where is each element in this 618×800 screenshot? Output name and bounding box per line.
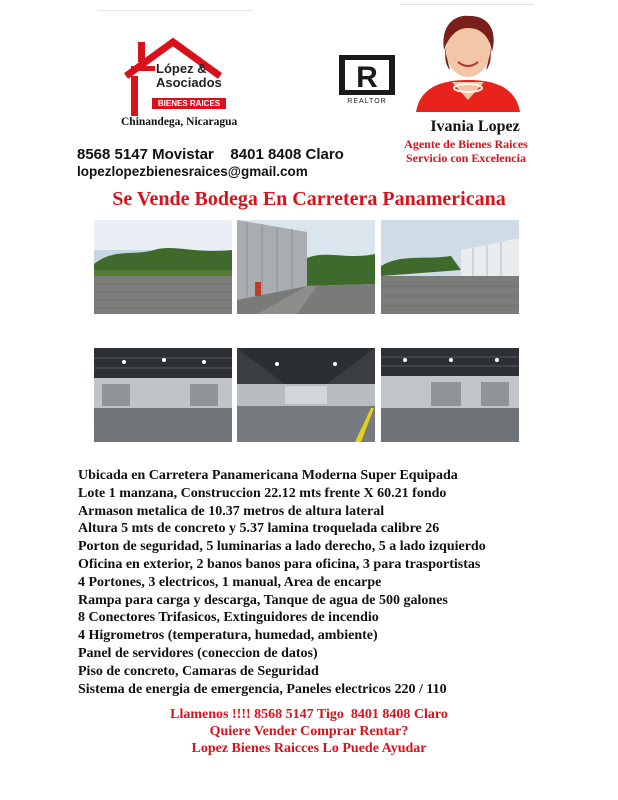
agent-slogan: Servicio con Excelencia bbox=[406, 151, 526, 165]
agent-name: Ivania Lopez bbox=[430, 118, 520, 135]
company-name-line2: Asociados bbox=[156, 75, 222, 90]
city-label: Chinandega, Nicaragua bbox=[121, 116, 238, 128]
cta-question: Quiere Vender Comprar Rentar? bbox=[209, 724, 409, 739]
photo-warehouse-exterior[interactable] bbox=[381, 220, 519, 314]
realtor-mark: R bbox=[356, 61, 378, 94]
detail-line: Ubicada en Carretera Panamericana Moderna Super Equipada bbox=[78, 468, 458, 483]
detail-line: 4 Higrometros (temperatura, humedad, ambiente) bbox=[78, 628, 378, 644]
logo-frame-line bbox=[98, 10, 253, 11]
agent-role bbox=[386, 137, 546, 165]
detail-line: Rampa para carga y descarga, Tanque de agua de 500 galones bbox=[78, 592, 448, 608]
phone-numbers[interactable]: 8568 5147 Movistar 8401 8408 Claro bbox=[77, 146, 344, 163]
detail-line: Armason metalica de 10.37 metros de altura lateral bbox=[78, 503, 385, 519]
realtor-label: REALTOR bbox=[347, 98, 387, 105]
photo-warehouse-side[interactable] bbox=[237, 220, 375, 314]
property-details bbox=[78, 467, 598, 698]
detail-line: Sistema de energia de emergencia, Paneles electricos 220 / 110 bbox=[78, 681, 447, 697]
agent-photo bbox=[412, 8, 524, 112]
detail-line: Panel de servidores (coneccion de datos) bbox=[78, 645, 318, 661]
photo-exterior-lot-trees[interactable] bbox=[94, 220, 232, 314]
photo-interior-right[interactable] bbox=[381, 348, 519, 442]
detail-line: Piso de concreto, Camaras de Seguridad bbox=[78, 663, 319, 679]
detail-line: Oficina en exterior, 2 banos banos para oficina, 3 para trasportistas bbox=[78, 556, 481, 572]
photo-interior-center[interactable] bbox=[237, 348, 375, 442]
detail-line: Lote 1 manzana, Construccion 22.12 mts frente X 60.21 fondo bbox=[78, 485, 447, 501]
photo-interior-left[interactable] bbox=[94, 348, 232, 442]
company-badge: BIENES RAICES bbox=[152, 98, 226, 109]
cta-closing: Lopez Bienes Raicces Lo Puede Ayudar bbox=[191, 741, 427, 756]
detail-line: Porton de seguridad, 5 luminarias a lado derecho, 5 a lado izquierdo bbox=[78, 539, 486, 555]
detail-line: 4 Portones, 3 electricos, 1 manual, Area de encarpe bbox=[78, 574, 382, 590]
detail-line: Altura 5 mts de concreto y 5.37 lamina troquelada calibre 26 bbox=[78, 521, 440, 537]
listing-headline: Se Vende Bodega En Carretera Panamericana bbox=[112, 188, 506, 210]
detail-line: 8 Conectores Trifasicos, Extinguidores de incendio bbox=[78, 610, 379, 626]
call-to-action bbox=[0, 706, 618, 757]
agent-title: Agente de Bienes Raices bbox=[404, 137, 528, 151]
email-address[interactable]: lopezlopezbienesraices@gmail.com bbox=[77, 164, 308, 179]
cta-phones[interactable]: Llamenos !!!! 8568 5147 Tigo 8401 8408 Claro bbox=[170, 707, 448, 722]
company-name-line1: López & bbox=[156, 61, 207, 76]
